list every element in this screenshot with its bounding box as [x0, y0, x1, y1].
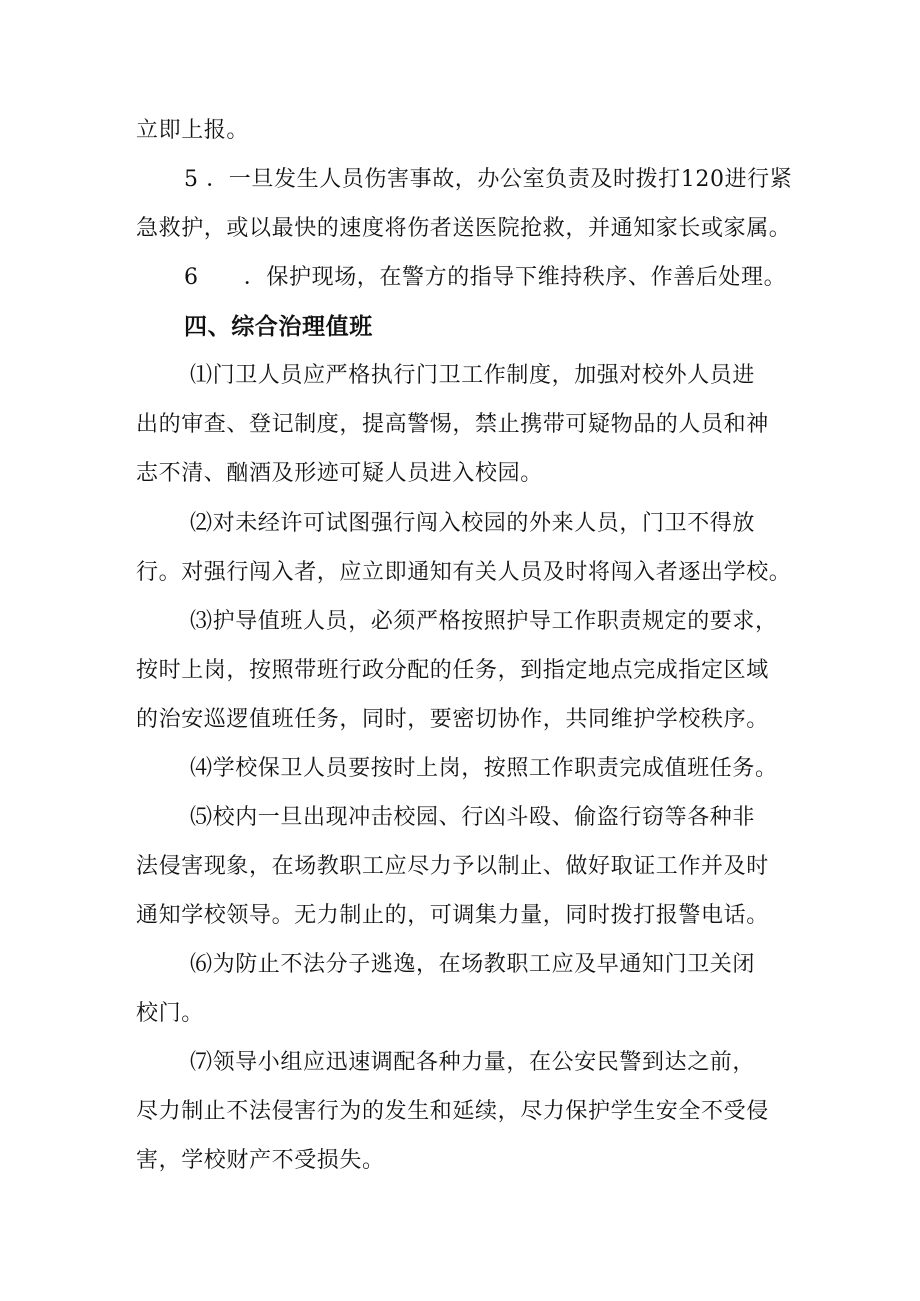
- item-4-line: ⑷学校保卫人员要按时上岗，按照工作职责完成值班任务。: [190, 756, 778, 781]
- paragraph-5-line: 5 ．一旦发生人员伤害事故，办公室负责及时拨打120进行紧: [184, 167, 793, 192]
- item-2-line: ⑵对未经许可试图强行闯入校园的外来人员，门卫不得放: [190, 511, 756, 536]
- item-7-line: ⑺领导小组应迅速调配各种力量，在公安民警到达之前，: [190, 1050, 756, 1075]
- item-2-line: 行。对强行闯入者，应立即通知有关人员及时将闯入者逐出学校。: [136, 560, 792, 585]
- item-6-line: ⑹为防止不法分子逃逸，在场教职工应及早通知门卫关闭: [190, 952, 756, 977]
- paragraph-5-line: 急救护，或以最快的速度将伤者送医院抢救，并通知家长或家属。: [136, 216, 792, 241]
- item-1-line: 志不清、酗酒及形迹可疑人员进入校园。: [136, 461, 543, 486]
- item-3-line: ⑶护导值班人员，必须严格按照护导工作职责规定的要求，: [190, 609, 778, 634]
- item-5-line: ⑸校内一旦出现冲击校园、行凶斗殴、偷盗行窃等各种非: [190, 805, 756, 830]
- item-1-line: 出的审查、登记制度，提高警惕，禁止携带可疑物品的人员和神: [136, 412, 769, 437]
- item-3-line: 按时上岗，按照带班行政分配的任务，到指定地点完成指定区域: [136, 658, 769, 683]
- section-heading: 四、综合治理值班: [184, 314, 373, 340]
- item-5-line: 法侵害现象，在场教职工应尽力予以制止、做好取证工作并及时: [136, 854, 769, 879]
- item-7-line: 尽力制止不法侵害行为的发生和延续，尽力保护学生安全不受侵: [136, 1099, 769, 1124]
- item-1-line: ⑴门卫人员应严格执行门卫工作制度，加强对校外人员进: [190, 363, 756, 388]
- item-5-line: 通知学校领导。无力制止的，可调集力量，同时拨打报警电话。: [136, 903, 769, 928]
- item-7-line: 害，学校财产不受损失。: [136, 1148, 385, 1173]
- item-6-line: 校门。: [136, 1001, 204, 1026]
- paragraph-6-line: 6 ．保护现场，在警方的指导下维持秩序、作善后处理。: [184, 265, 787, 290]
- text-line: 立即上报。: [136, 118, 250, 143]
- item-3-line: 的治安巡逻值班任务，同时，要密切协作，共同维护学校秩序。: [136, 707, 769, 732]
